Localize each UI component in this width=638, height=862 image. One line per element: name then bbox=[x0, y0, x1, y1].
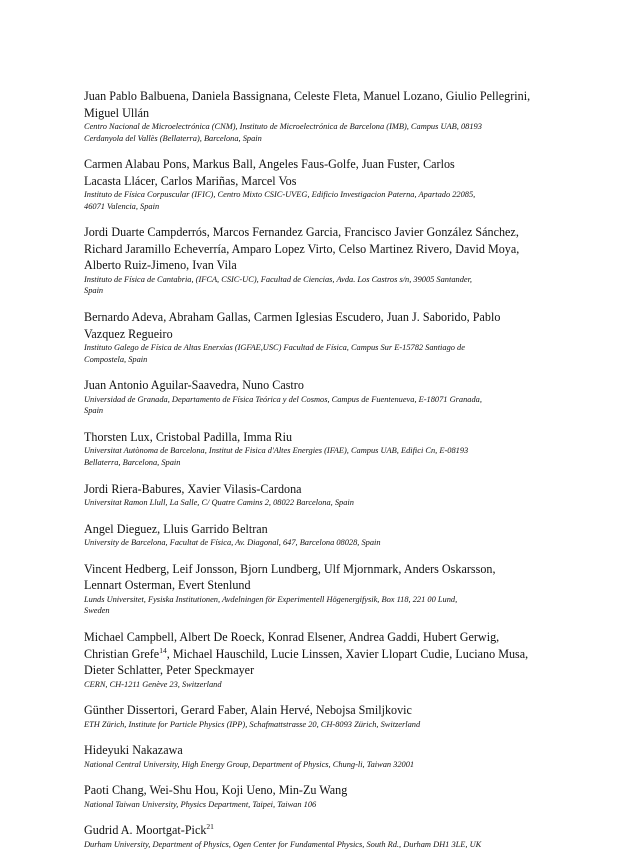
author-line: Günther Dissertori, Gerard Faber, Alain Hervé, Nebojsa Smiljkovic bbox=[84, 703, 412, 718]
affiliation-line: Durham University, Department of Physics, Ogen Center for Fundamental Physics, South Rd., Durham DH1 3LE, UK bbox=[84, 839, 482, 849]
author-line: Miguel Ullán bbox=[84, 105, 150, 120]
affiliation-line: Compostela, Spain bbox=[84, 354, 148, 364]
affiliation-line: CERN, CH-1211 Genève 23, Switzerland bbox=[84, 679, 222, 689]
affiliation-line: National Central University, High Energy Group, Department of Physics, Chung-li, Taiwan 32001 bbox=[84, 759, 415, 769]
affiliation-line: Universitat Ramon Llull, La Salle, C/ Quatre Camins 2, 08022 Barcelona, Spain bbox=[84, 498, 354, 508]
author-line: Jordi Duarte Campderrós, Marcos Fernandez Garcia, Francisco Javier González Sánchez, bbox=[84, 225, 519, 240]
author-names bbox=[84, 521, 554, 538]
author-names bbox=[84, 156, 554, 189]
author-names bbox=[84, 822, 554, 839]
author-line: Alberto Ruiz-Jimeno, Ivan Vila bbox=[84, 258, 237, 273]
affiliation-line: National Taiwan University, Physics Department, Taipei, Taiwan 106 bbox=[84, 799, 317, 809]
author-names bbox=[84, 702, 554, 719]
affiliation-line: Spain bbox=[84, 406, 104, 416]
footnote-mark: 21 bbox=[206, 822, 214, 832]
author-line: Lacasta Llácer, Carlos Mariñas, Marcel Vos bbox=[84, 173, 297, 188]
author-line: Angel Dieguez, Lluis Garrido Beltran bbox=[84, 521, 268, 536]
author-names bbox=[84, 224, 554, 274]
affiliation bbox=[84, 679, 554, 691]
footnote-mark: 14 bbox=[159, 645, 167, 655]
author-group bbox=[84, 429, 554, 469]
author-group bbox=[84, 782, 554, 810]
affiliation bbox=[84, 799, 554, 811]
author-names bbox=[84, 629, 554, 679]
affiliation bbox=[84, 719, 554, 731]
author-group bbox=[84, 822, 554, 850]
author-group bbox=[84, 224, 554, 297]
author-group bbox=[84, 88, 554, 144]
author-group bbox=[84, 702, 554, 730]
affiliation bbox=[84, 342, 554, 365]
author-names bbox=[84, 88, 554, 121]
affiliation bbox=[84, 594, 554, 617]
author-names bbox=[84, 377, 554, 394]
author-line: Michael Campbell, Albert De Roeck, Konrad Elsener, Andrea Gaddi, Hubert Gerwig, bbox=[84, 630, 500, 644]
author-names bbox=[84, 309, 554, 342]
affiliation bbox=[84, 274, 554, 297]
author-line: Richard Jaramillo Echeverría, Amparo Lopez Virto, Celso Martinez Rivero, David Moya, bbox=[84, 241, 520, 256]
author-group bbox=[84, 742, 554, 770]
author-group bbox=[84, 521, 554, 549]
affiliation bbox=[84, 121, 554, 144]
author-names bbox=[84, 561, 554, 594]
affiliation-line: Universitat Autònoma de Barcelona, Institut de Fisica d'Altes Energies (IFAE), Campus UAB, Edifici Cn, E-08193 bbox=[84, 446, 469, 456]
author-names bbox=[84, 429, 554, 446]
author-group bbox=[84, 481, 554, 509]
author-list bbox=[84, 88, 554, 862]
affiliation bbox=[84, 537, 554, 549]
author-group bbox=[84, 309, 554, 365]
author-group bbox=[84, 629, 554, 690]
author-line: Hideyuki Nakazawa bbox=[84, 743, 183, 758]
author-line: Gudrid A. Moortgat-Pick$^{21}$ bbox=[84, 822, 214, 838]
affiliation bbox=[84, 759, 554, 771]
affiliation-line: Spain bbox=[84, 286, 104, 296]
affiliation-line: Lunds Universitet, Fysiska Institutionen, Avdelningen för Experimentell Högenergifysik, Box 118, 221 00 Lund, bbox=[84, 594, 458, 604]
affiliation bbox=[84, 445, 554, 468]
author-names bbox=[84, 481, 554, 498]
affiliation-line: Instituto de Física de Cantabria, (IFCA, CSIC-UC), Facultad de Ciencias, Avda. Los Castros s/n, 39005 Santander, bbox=[84, 274, 473, 284]
affiliation-line: Cerdanyola del Vallès (Bellaterra), Barcelona, Spain bbox=[84, 133, 262, 143]
affiliation-line: Instituto Galego de Física de Altas Enerxías (IGFAE,USC) Facultad de Física, Campus Sur E-15782 Santiago de bbox=[84, 343, 465, 353]
author-names bbox=[84, 742, 554, 759]
author-line: Carmen Alabau Pons, Markus Ball, Angeles Faus-Golfe, Juan Fuster, Carlos bbox=[84, 157, 455, 172]
author-line: Dieter Schlatter, Peter Speckmayer bbox=[84, 663, 255, 677]
author-line: Lennart Osterman, Evert Stenlund bbox=[84, 578, 251, 593]
affiliation bbox=[84, 394, 554, 417]
author-line: Juan Antonio Aguilar-Saavedra, Nuno Castro bbox=[84, 378, 304, 393]
author-line: Vazquez Regueiro bbox=[84, 326, 173, 341]
affiliation-line: Bellaterra, Barcelona, Spain bbox=[84, 458, 181, 468]
affiliation-line: ETH Zürich, Institute for Particle Physics (IPP), Schafmattstrasse 20, CH-8093 Zürich, Switzerland bbox=[84, 719, 421, 729]
author-line: Vincent Hedberg, Leif Jonsson, Bjorn Lundberg, Ulf Mjornmark, Anders Oskarsson, bbox=[84, 561, 496, 576]
affiliation-line: Sweden bbox=[84, 606, 110, 616]
affiliation-line: Centro Nacional de Microelectrónica (CNM), Instituto de Microelectrónica de Barcelona (IMB), Campus UAB, 08193 bbox=[84, 122, 482, 131]
author-line: Bernardo Adeva, Abraham Gallas, Carmen Iglesias Escudero, Juan J. Saborido, Pablo bbox=[84, 310, 501, 325]
author-line: Paoti Chang, Wei-Shu Hou, Koji Ueno, Min-Zu Wang bbox=[84, 783, 348, 798]
author-group bbox=[84, 156, 554, 212]
affiliation-line: University de Barcelona, Facultat de Física, Av. Diagonal, 647, Barcelona 08028, Spain bbox=[84, 538, 381, 548]
affiliation bbox=[84, 497, 554, 509]
author-line: Thorsten Lux, Cristobal Padilla, Imma Riu bbox=[84, 429, 293, 444]
author-line: Juan Pablo Balbuena, Daniela Bassignana, Celeste Fleta, Manuel Lozano, Giulio Pellegrini, bbox=[84, 89, 531, 103]
affiliation bbox=[84, 839, 554, 851]
author-group bbox=[84, 561, 554, 617]
affiliation-line: Instituto de Física Corpuscular (IFIC), Centro Mixto CSIC-UVEG, Edificio Investigacion Paterna, Apartado 22085, bbox=[84, 190, 476, 200]
author-group bbox=[84, 377, 554, 417]
author-line: Christian Grefe$^{14}$, Michael Hauschild, Lucie Linssen, Xavier Llopart Cudie, Luciano Musa, bbox=[84, 645, 529, 661]
author-names bbox=[84, 782, 554, 799]
affiliation-line: Universidad de Granada, Departamento de Física Teórica y del Cosmos, Campus de Fuentenueva, E-18071 Granada, bbox=[84, 394, 482, 404]
author-line: Jordi Riera-Babures, Xavier Vilasis-Cardona bbox=[84, 481, 302, 496]
affiliation bbox=[84, 189, 554, 212]
affiliation-line: 46071 Valencia, Spain bbox=[84, 201, 160, 211]
